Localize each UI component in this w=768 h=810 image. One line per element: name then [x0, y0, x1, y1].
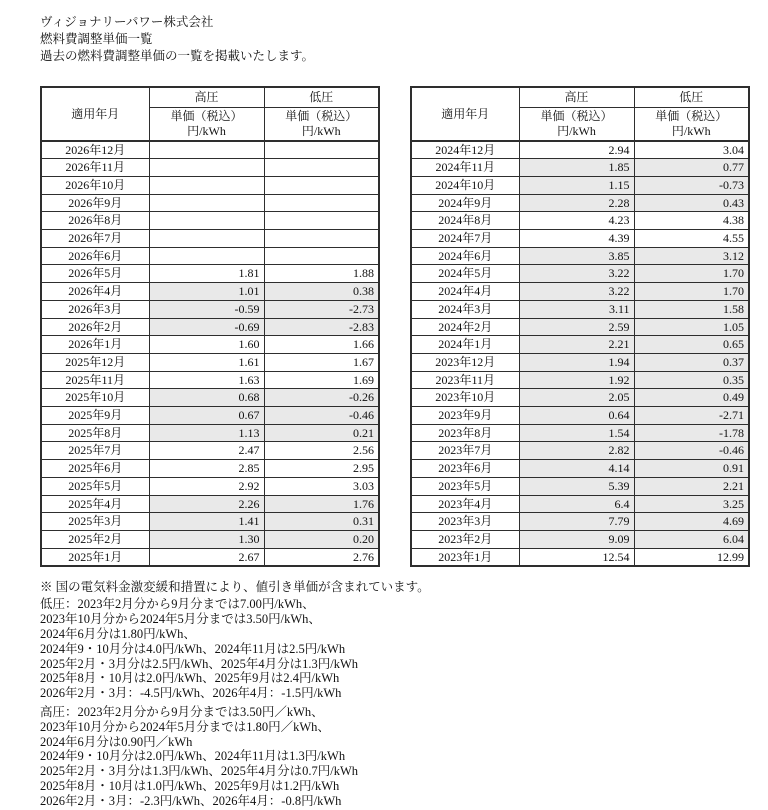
- cell-high-voltage-price: 1.30: [149, 530, 264, 548]
- note-line: 2025年2月・3月分は1.3円/kWh、2025年4月分は0.7円/kWh: [40, 764, 359, 779]
- cell-high-voltage-price: -0.69: [149, 318, 264, 336]
- cell-apply-month: 2026年4月: [41, 283, 149, 301]
- table-row: [41, 530, 379, 548]
- cell-apply-month: 2023年4月: [411, 495, 519, 513]
- cell-apply-month: 2025年9月: [41, 407, 149, 425]
- cell-low-voltage-price: 3.25: [634, 495, 749, 513]
- table-row: [41, 247, 379, 265]
- cell-low-voltage-price: [264, 159, 379, 177]
- cell-low-voltage-price: -0.73: [634, 176, 749, 194]
- page-title: 燃料費調整単価一覧: [40, 32, 153, 46]
- company-name: ヴィジョナリーパワー株式会社: [40, 15, 214, 29]
- table-row: [41, 477, 379, 495]
- cell-high-voltage-price: 5.39: [519, 477, 634, 495]
- cell-high-voltage-price: 3.11: [519, 300, 634, 318]
- table-row: [411, 159, 749, 177]
- cell-apply-month: 2025年4月: [41, 495, 149, 513]
- cell-high-voltage-price: 2.92: [149, 477, 264, 495]
- col-header-high-unit: [149, 108, 264, 141]
- table-header: [411, 87, 749, 141]
- cell-apply-month: 2025年1月: [41, 548, 149, 566]
- cell-low-voltage-price: 0.37: [634, 353, 749, 371]
- table-row: [41, 353, 379, 371]
- cell-apply-month: 2025年6月: [41, 460, 149, 478]
- table-row: [411, 141, 749, 159]
- cell-apply-month: 2026年7月: [41, 230, 149, 248]
- table-body: [411, 141, 749, 567]
- col-header-low-voltage: 低圧: [264, 87, 379, 108]
- cell-low-voltage-price: [264, 194, 379, 212]
- price-tables-container: [40, 86, 748, 567]
- note-line: 2025年2月・3月分は2.5円/kWh、2025年4月分は1.3円/kWh: [40, 656, 359, 671]
- note-line: 2024年9・10月分は2.0円/kWh、2024年11月は1.3円/kWh: [40, 749, 346, 764]
- cell-apply-month: 2024年10月: [411, 176, 519, 194]
- cell-high-voltage-price: 2.26: [149, 495, 264, 513]
- high-voltage-notes: [40, 705, 748, 809]
- cell-apply-month: 2026年10月: [41, 176, 149, 194]
- table-row: [41, 300, 379, 318]
- cell-high-voltage-price: 2.82: [519, 442, 634, 460]
- table-row: [411, 265, 749, 283]
- table-row: [41, 159, 379, 177]
- cell-low-voltage-price: 0.43: [634, 194, 749, 212]
- cell-apply-month: 2023年2月: [411, 530, 519, 548]
- table-row: [411, 318, 749, 336]
- note-line: 2025年8月・10月は1.0円/kWh、2025年9月は1.2円/kWh: [40, 778, 340, 793]
- table-row: [411, 424, 749, 442]
- unit-label-line1: 単価（税込）: [170, 108, 243, 123]
- cell-low-voltage-price: 1.70: [634, 283, 749, 301]
- cell-low-voltage-price: 3.03: [264, 477, 379, 495]
- table-row: [411, 460, 749, 478]
- cell-high-voltage-price: 6.4: [519, 495, 634, 513]
- cell-low-voltage-price: 1.67: [264, 353, 379, 371]
- document-header: [40, 14, 748, 65]
- footnotes: [40, 580, 748, 808]
- cell-low-voltage-price: 1.05: [634, 318, 749, 336]
- cell-high-voltage-price: 1.15: [519, 176, 634, 194]
- table-row: [411, 530, 749, 548]
- cell-low-voltage-price: -2.83: [264, 318, 379, 336]
- cell-low-voltage-price: 0.65: [634, 336, 749, 354]
- cell-apply-month: 2024年6月: [411, 247, 519, 265]
- cell-apply-month: 2025年2月: [41, 530, 149, 548]
- cell-high-voltage-price: 2.21: [519, 336, 634, 354]
- cell-low-voltage-price: 0.21: [264, 424, 379, 442]
- cell-low-voltage-price: 1.76: [264, 495, 379, 513]
- col-header-low-unit: [264, 108, 379, 141]
- table-row: [41, 442, 379, 460]
- cell-apply-month: 2024年7月: [411, 230, 519, 248]
- cell-low-voltage-price: 0.49: [634, 389, 749, 407]
- cell-apply-month: 2025年12月: [41, 353, 149, 371]
- cell-low-voltage-price: [264, 230, 379, 248]
- table-row: [411, 407, 749, 425]
- table-row: [41, 389, 379, 407]
- table-body: [41, 141, 379, 567]
- cell-low-voltage-price: 0.35: [634, 371, 749, 389]
- note-line: 2023年10月分から2024年5月分までは3.50円/kWh、: [40, 612, 321, 627]
- cell-apply-month: 2026年2月: [41, 318, 149, 336]
- col-header-high-unit: [519, 108, 634, 141]
- cell-high-voltage-price: 2.94: [519, 141, 634, 159]
- cell-apply-month: 2023年10月: [411, 389, 519, 407]
- cell-apply-month: 2023年8月: [411, 424, 519, 442]
- cell-high-voltage-price: 0.64: [519, 407, 634, 425]
- col-header-low-voltage: 低圧: [634, 87, 749, 108]
- cell-high-voltage-price: 1.13: [149, 424, 264, 442]
- cell-low-voltage-price: 0.20: [264, 530, 379, 548]
- cell-high-voltage-price: 12.54: [519, 548, 634, 566]
- cell-apply-month: 2025年5月: [41, 477, 149, 495]
- unit-label-line1: 単価（税込）: [540, 108, 613, 123]
- table-row: [411, 212, 749, 230]
- cell-low-voltage-price: -1.78: [634, 424, 749, 442]
- cell-apply-month: 2024年12月: [411, 141, 519, 159]
- cell-high-voltage-price: 1.61: [149, 353, 264, 371]
- table-row: [41, 318, 379, 336]
- note-line: 2024年6月分は1.80円/kWh、: [40, 626, 196, 641]
- cell-apply-month: 2023年12月: [411, 353, 519, 371]
- cell-low-voltage-price: 12.99: [634, 548, 749, 566]
- table-row: [41, 548, 379, 566]
- cell-high-voltage-price: 0.68: [149, 389, 264, 407]
- table-row: [41, 336, 379, 354]
- table-row: [411, 230, 749, 248]
- note-line: 2023年10月分から2024年5月分までは1.80円／kWh、: [40, 719, 330, 734]
- cell-low-voltage-price: 4.38: [634, 212, 749, 230]
- table-row: [41, 513, 379, 531]
- table-row: [411, 176, 749, 194]
- cell-low-voltage-price: 6.04: [634, 530, 749, 548]
- cell-apply-month: 2025年7月: [41, 442, 149, 460]
- col-header-apply-month: 適用年月: [41, 87, 149, 141]
- col-header-high-voltage: 高圧: [149, 87, 264, 108]
- cell-low-voltage-price: -2.73: [264, 300, 379, 318]
- table-row: [411, 300, 749, 318]
- unit-label-line2: 円/kWh: [671, 123, 711, 138]
- cell-apply-month: 2024年8月: [411, 212, 519, 230]
- table-row: [41, 230, 379, 248]
- cell-low-voltage-price: 3.04: [634, 141, 749, 159]
- cell-apply-month: 2024年1月: [411, 336, 519, 354]
- cell-high-voltage-price: 9.09: [519, 530, 634, 548]
- cell-high-voltage-price: 2.85: [149, 460, 264, 478]
- cell-high-voltage-price: [149, 212, 264, 230]
- cell-low-voltage-price: 2.56: [264, 442, 379, 460]
- table-row: [411, 513, 749, 531]
- cell-high-voltage-price: 1.92: [519, 371, 634, 389]
- cell-apply-month: 2023年11月: [411, 371, 519, 389]
- cell-high-voltage-price: 1.54: [519, 424, 634, 442]
- unit-label-line1: 単価（税込）: [655, 108, 728, 123]
- cell-high-voltage-price: 1.81: [149, 265, 264, 283]
- cell-apply-month: 2026年11月: [41, 159, 149, 177]
- cell-apply-month: 2023年5月: [411, 477, 519, 495]
- table-row: [411, 389, 749, 407]
- cell-high-voltage-price: 2.47: [149, 442, 264, 460]
- cell-apply-month: 2026年5月: [41, 265, 149, 283]
- cell-high-voltage-price: 2.67: [149, 548, 264, 566]
- table-row: [411, 442, 749, 460]
- note-line: 高圧：2023年2月分から9月分までは3.50円／kWh、: [40, 704, 324, 719]
- table-row: [411, 336, 749, 354]
- cell-low-voltage-price: 1.70: [634, 265, 749, 283]
- cell-high-voltage-price: 1.41: [149, 513, 264, 531]
- low-voltage-notes: [40, 597, 748, 701]
- note-line: 2024年6月分は0.90円／kWh: [40, 734, 193, 749]
- table-header: [41, 87, 379, 141]
- note-line: 2026年2月・3月：-4.5円/kWh、2026年4月：-1.5円/kWh: [40, 686, 342, 701]
- page-subtitle: 過去の燃料費調整単価の一覧を掲載いたします。: [40, 49, 315, 63]
- table-row: [41, 176, 379, 194]
- cell-apply-month: 2025年10月: [41, 389, 149, 407]
- cell-apply-month: 2025年8月: [41, 424, 149, 442]
- cell-high-voltage-price: 1.60: [149, 336, 264, 354]
- cell-apply-month: 2026年3月: [41, 300, 149, 318]
- table-row: [41, 212, 379, 230]
- cell-apply-month: 2023年7月: [411, 442, 519, 460]
- cell-low-voltage-price: -0.46: [634, 442, 749, 460]
- cell-high-voltage-price: 7.79: [519, 513, 634, 531]
- cell-low-voltage-price: -0.26: [264, 389, 379, 407]
- cell-apply-month: 2023年9月: [411, 407, 519, 425]
- cell-high-voltage-price: 0.67: [149, 407, 264, 425]
- cell-low-voltage-price: 0.91: [634, 460, 749, 478]
- note-line: 2026年2月・3月：-2.3円/kWh、2026年4月：-0.8円/kWh: [40, 793, 342, 808]
- cell-high-voltage-price: 3.22: [519, 283, 634, 301]
- cell-apply-month: 2023年1月: [411, 548, 519, 566]
- cell-low-voltage-price: 3.12: [634, 247, 749, 265]
- cell-low-voltage-price: 4.55: [634, 230, 749, 248]
- price-table-older: [410, 86, 750, 567]
- table-row: [411, 371, 749, 389]
- table-row: [411, 548, 749, 566]
- table-row: [41, 495, 379, 513]
- cell-high-voltage-price: 2.28: [519, 194, 634, 212]
- cell-high-voltage-price: [149, 141, 264, 159]
- cell-high-voltage-price: [149, 176, 264, 194]
- cell-apply-month: 2023年3月: [411, 513, 519, 531]
- cell-low-voltage-price: 1.69: [264, 371, 379, 389]
- cell-low-voltage-price: 4.69: [634, 513, 749, 531]
- cell-high-voltage-price: 4.14: [519, 460, 634, 478]
- table-row: [411, 283, 749, 301]
- unit-label-line2: 円/kWh: [557, 123, 596, 138]
- cell-low-voltage-price: [264, 212, 379, 230]
- cell-low-voltage-price: 0.38: [264, 283, 379, 301]
- cell-high-voltage-price: [149, 159, 264, 177]
- table-row: [41, 407, 379, 425]
- cell-low-voltage-price: 1.66: [264, 336, 379, 354]
- table-row: [41, 283, 379, 301]
- unit-label-line1: 単価（税込）: [285, 108, 358, 123]
- cell-high-voltage-price: 3.22: [519, 265, 634, 283]
- cell-low-voltage-price: 2.21: [634, 477, 749, 495]
- table-row: [41, 194, 379, 212]
- cell-low-voltage-price: -2.71: [634, 407, 749, 425]
- table-row: [411, 495, 749, 513]
- cell-apply-month: 2026年8月: [41, 212, 149, 230]
- cell-high-voltage-price: [149, 247, 264, 265]
- table-row: [411, 353, 749, 371]
- cell-apply-month: 2026年6月: [41, 247, 149, 265]
- cell-high-voltage-price: 4.23: [519, 212, 634, 230]
- cell-low-voltage-price: 1.58: [634, 300, 749, 318]
- cell-apply-month: 2025年3月: [41, 513, 149, 531]
- cell-apply-month: 2026年12月: [41, 141, 149, 159]
- cell-apply-month: 2026年1月: [41, 336, 149, 354]
- cell-high-voltage-price: [149, 230, 264, 248]
- table-row: [41, 265, 379, 283]
- cell-low-voltage-price: 2.95: [264, 460, 379, 478]
- note-line: 2024年9・10月分は4.0円/kWh、2024年11月は2.5円/kWh: [40, 641, 346, 656]
- cell-apply-month: 2024年3月: [411, 300, 519, 318]
- unit-label-line2: 円/kWh: [187, 123, 226, 138]
- discount-disclaimer: ※ 国の電気料金激変緩和措置により、値引き単価が含まれています。: [40, 580, 430, 595]
- cell-high-voltage-price: [149, 194, 264, 212]
- cell-high-voltage-price: 3.85: [519, 247, 634, 265]
- table-row: [411, 194, 749, 212]
- cell-high-voltage-price: 1.85: [519, 159, 634, 177]
- note-line: 2025年8月・10月は2.0円/kWh、2025年9月は2.4円/kWh: [40, 671, 340, 686]
- cell-low-voltage-price: 0.31: [264, 513, 379, 531]
- cell-apply-month: 2026年9月: [41, 194, 149, 212]
- cell-high-voltage-price: 1.63: [149, 371, 264, 389]
- cell-high-voltage-price: 4.39: [519, 230, 634, 248]
- cell-high-voltage-price: 1.94: [519, 353, 634, 371]
- table-row: [41, 460, 379, 478]
- cell-high-voltage-price: 2.59: [519, 318, 634, 336]
- table-row: [41, 371, 379, 389]
- cell-low-voltage-price: 2.76: [264, 548, 379, 566]
- cell-low-voltage-price: [264, 141, 379, 159]
- cell-apply-month: 2024年11月: [411, 159, 519, 177]
- table-row: [411, 247, 749, 265]
- cell-high-voltage-price: 1.01: [149, 283, 264, 301]
- cell-low-voltage-price: -0.46: [264, 407, 379, 425]
- note-line: 低圧：2023年2月分から9月分までは7.00円/kWh、: [40, 597, 315, 612]
- table-row: [41, 424, 379, 442]
- cell-apply-month: 2024年2月: [411, 318, 519, 336]
- cell-apply-month: 2024年4月: [411, 283, 519, 301]
- table-row: [411, 477, 749, 495]
- col-header-low-unit: [634, 108, 749, 141]
- cell-low-voltage-price: 1.88: [264, 265, 379, 283]
- cell-apply-month: 2024年5月: [411, 265, 519, 283]
- col-header-high-voltage: 高圧: [519, 87, 634, 108]
- cell-low-voltage-price: 0.77: [634, 159, 749, 177]
- cell-low-voltage-price: [264, 247, 379, 265]
- cell-high-voltage-price: 2.05: [519, 389, 634, 407]
- cell-apply-month: 2024年9月: [411, 194, 519, 212]
- cell-high-voltage-price: -0.59: [149, 300, 264, 318]
- price-table-recent: [40, 86, 380, 567]
- cell-apply-month: 2023年6月: [411, 460, 519, 478]
- cell-low-voltage-price: [264, 176, 379, 194]
- unit-label-line2: 円/kWh: [301, 123, 341, 138]
- cell-apply-month: 2025年11月: [41, 371, 149, 389]
- col-header-apply-month: 適用年月: [411, 87, 519, 141]
- table-row: [41, 141, 379, 159]
